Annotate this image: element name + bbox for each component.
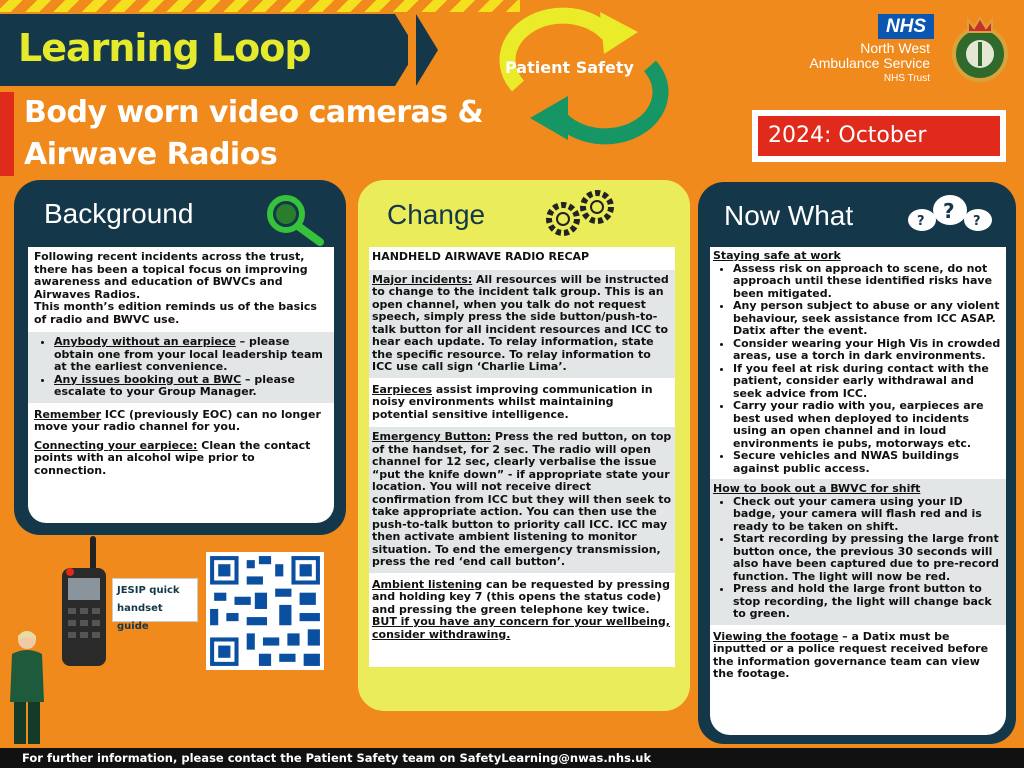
footer-contact: For further information, please contact the Patient Safety team on SafetyLearning@nwas.nhs.uk <box>0 748 1024 768</box>
connect-text: Clean the contact points with an alcohol wipe prior to connection. <box>34 438 311 477</box>
gears-icon <box>539 185 629 241</box>
major-text: All resources will be instructed to change to the incident talk group. This is an open channel, when you talk do not request speech, simply press the side button/push-to-talk button for all incident resources and ICC to hear each update. To relay information, state the specific resource. To relay information to ICC use call sign ‘Charlie Lima’. <box>372 272 669 373</box>
safe-heading: Staying safe at work <box>713 249 841 262</box>
view-label: Viewing the footage <box>713 629 839 643</box>
radio-handset-icon <box>58 534 110 670</box>
list-item: • Check out your camera using your ID badge, your camera will flash red and is ready to be taken on shift. <box>733 496 1003 534</box>
earpieces-label: Earpieces <box>372 382 432 396</box>
background-bullets <box>28 332 334 403</box>
org-line: Ambulance Service <box>809 55 930 71</box>
subtitle-line: Body worn video cameras & <box>24 95 484 130</box>
change-heading: Change <box>387 199 486 230</box>
patient-safety-label: Patient Safety <box>505 58 634 77</box>
bullet-label: Any issues booking out a BWC <box>54 372 242 386</box>
question-bubbles-icon <box>904 190 996 238</box>
magnifier-icon <box>262 190 332 246</box>
page-title: Learning Loop <box>18 26 311 70</box>
chevron-icon <box>416 14 438 86</box>
change-panel <box>369 247 675 667</box>
bullet-label: Anybody without an earpiece <box>54 335 236 348</box>
hazard-stripes <box>0 0 520 12</box>
svg-text:?: ? <box>943 199 955 223</box>
title-banner <box>0 14 395 86</box>
org-name <box>809 41 930 86</box>
paramedic-figure-icon <box>4 628 50 746</box>
emergency-label: Emergency Button: <box>372 430 492 443</box>
connect-label: Connecting your earpiece: <box>34 438 198 452</box>
remember-label: Remember <box>34 407 102 421</box>
list-item: • Any person subject to abuse or any violent behaviour, seek assistance from ICC ASAP. Datix after the event. <box>733 300 1003 338</box>
book-out-section <box>710 479 1006 625</box>
earpieces-text: assist improving communication in noisy environments whilst maintaining potential sensitive intelligence. <box>372 382 653 421</box>
view-text: – a Datix must be inputted or a police request received before the information governance team can view the footage. <box>713 629 989 680</box>
list-item: • Press and hold the large front button to stop recording, the light will change back to green. <box>733 583 1003 621</box>
now-what-heading: Now What <box>724 200 854 231</box>
list-item: • Secure vehicles and NWAS buildings against public access. <box>733 450 1003 475</box>
svg-text:?: ? <box>917 214 925 229</box>
bullet-text: – please escalate to your Group Manager. <box>54 372 295 398</box>
remember-text: ICC (previously EOC) can no longer move your radio channel for you. <box>34 407 321 433</box>
list-item <box>54 336 328 374</box>
recap-heading: HANDHELD AIRWAVE RADIO RECAP <box>372 250 590 263</box>
background-intro: Following recent incidents across the trust, there has been a topical focus on improving awareness and education of BWVCs and Airwaves Radios. <box>34 250 308 301</box>
org-line: NHS Trust <box>883 73 930 84</box>
bullet-text: – please obtain one from your local leadership team at the earliest convenience. <box>54 335 323 373</box>
ambient-warning: BUT if you have any concern for your wellbeing, consider withdrawing. <box>372 615 670 641</box>
major-label: Major incidents: <box>372 272 473 286</box>
list-item <box>54 374 328 399</box>
ambient-label: Ambient listening <box>372 577 483 591</box>
date-badge <box>752 110 1006 162</box>
major-incidents <box>369 270 675 378</box>
ambient-text: can be requested by pressing and holding key 7 (this opens the status code) and pressing the green telephone key twice. <box>372 577 670 616</box>
page-subtitle <box>24 92 524 176</box>
list-item: • Start recording by pressing the large front button once, the previous 30 seconds will also have been captured due to pre-record function. The light will now be red. <box>733 533 1003 583</box>
emergency-text: Press the red button, on top of the handset, for 2 sec. The radio will open channel for 12 sec, clearly verbalise the issue “put the knife down” - if appropriate state your location. You will not receive direct confirmation from ICC but they will then seek to take appropriate action. You can then use the push-to-talk button to priority call ICC. ICC may then activate ambient listening to monitor situation. To end the emergency transmission, press the red ‘end call button’. <box>372 430 672 568</box>
nhs-logo: NHS <box>878 14 934 39</box>
now-what-panel <box>710 247 1006 735</box>
subtitle-line: Airwave Radios <box>24 137 278 172</box>
svg-text:?: ? <box>973 214 981 229</box>
background-panel <box>28 247 334 523</box>
book-heading: How to book out a BWVC for shift <box>713 482 921 495</box>
background-heading: Background <box>44 198 194 229</box>
list-item: • Assess risk on approach to scene, do not approach until these identified risks have been mitigated. <box>733 263 1003 301</box>
list-item: • If you feel at risk during contact with the patient, consider early withdrawal and seek advice from ICC. <box>733 363 1003 401</box>
subtitle-accent <box>0 92 14 176</box>
org-line: North West <box>860 40 930 56</box>
jesip-guide-label: JESIP quick handset guide <box>112 578 198 622</box>
background-intro: This month’s edition reminds us of the basics of radio and BWVC use. <box>34 300 317 326</box>
qr-code-icon[interactable] <box>206 552 324 670</box>
list-item: • Carry your radio with you, earpieces are best used when deployed to incidents using an open channel and in loud environments ie pubs, motorways etc. <box>733 400 1003 450</box>
list-item: • Consider wearing your High Vis in crowded areas, use a torch in dark environments. <box>733 338 1003 363</box>
date-text: 2024: October <box>758 116 1000 156</box>
crest-emblem-icon <box>948 10 1012 86</box>
emergency-button-info <box>369 427 675 573</box>
